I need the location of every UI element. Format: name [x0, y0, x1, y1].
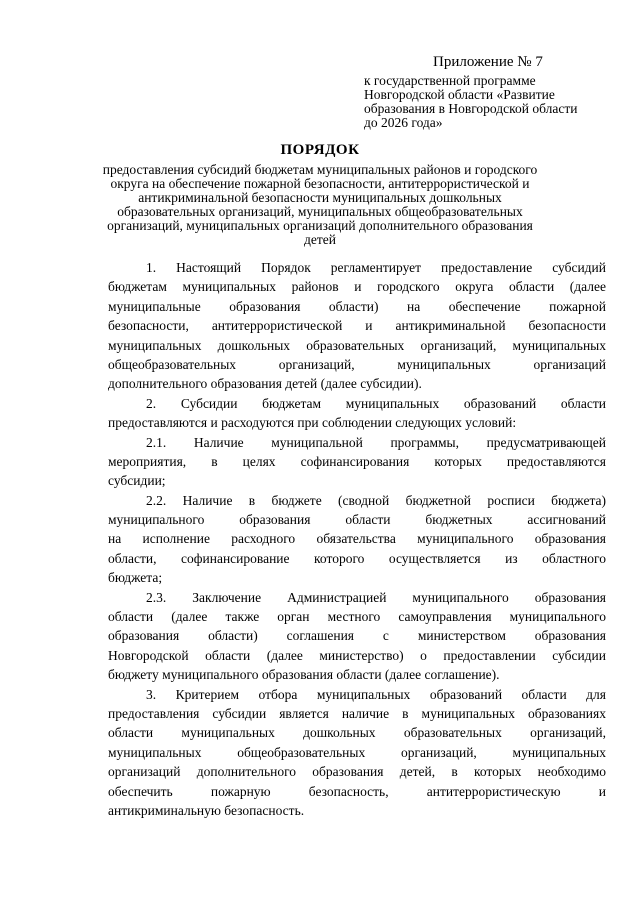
body-line: области (далее также орган местного самоуправления муниципального	[108, 609, 606, 625]
document-subtitle	[92, 163, 548, 247]
body-line: мероприятия, в целях софинансирования которых предоставляются	[108, 453, 606, 469]
body-line: общеобразовательных организаций, муниципальных организаций	[108, 356, 606, 372]
body-line: Новгородской области (далее министерство) о предоставлении субсидии	[108, 647, 606, 663]
paragraph-3	[108, 685, 606, 821]
body-line: области, софинансирование которого осуществляется из областного	[108, 550, 606, 566]
paragraph-2-2	[108, 491, 606, 588]
body-line: муниципальных дошкольных образовательных организаций, муниципальных	[108, 337, 606, 353]
paragraph-2	[108, 394, 606, 433]
body-line: субсидии;	[108, 473, 166, 489]
body-line: муниципальных общеобразовательных организаций, муниципальных	[108, 744, 606, 760]
body-line: 2.3. Заключение Администрацией муниципального образования	[146, 589, 606, 605]
body-line: муниципального образования области бюджетных ассигнований	[108, 512, 606, 528]
subtitle-line: детей	[304, 232, 336, 247]
appendix-reference-line: образования в Новгородской области	[364, 101, 578, 116]
subtitle-line: образовательных организаций, муниципальных общеобразовательных	[117, 204, 523, 219]
paragraph-2-1	[108, 433, 606, 491]
body-line: муниципальные образования области) на обеспечение пожарной	[108, 298, 606, 314]
body-line: образования области) соглашения с министерством образования	[108, 628, 606, 644]
appendix-title: Приложение № 7	[433, 54, 543, 70]
body-line: 2.2. Наличие в бюджете (сводной бюджетной росписи бюджета)	[146, 492, 606, 508]
document-body	[108, 258, 606, 820]
body-line: обеспечить пожарную безопасность, антитеррористическую и	[108, 783, 606, 799]
body-line: предоставления субсидии является наличие в муниципальных образованиях	[108, 705, 606, 721]
appendix-reference-line: Новгородской области «Развитие	[364, 87, 555, 102]
body-line: организаций дополнительного образования детей, в которых необходимо	[108, 764, 606, 780]
body-line: 3. Критерием отбора муниципальных образований области для	[146, 686, 606, 702]
document-title: ПОРЯДОК	[280, 142, 360, 158]
subtitle-line: предоставления субсидий бюджетам муниципальных районов и городского	[102, 162, 538, 177]
subtitle-line: организаций, муниципальных организаций дополнительного образования	[107, 218, 533, 233]
body-line: 1. Настоящий Порядок регламентирует предоставление субсидий	[146, 260, 606, 275]
appendix-reference	[364, 74, 614, 130]
body-line: на исполнение расходного обязательства муниципального образования	[108, 531, 606, 547]
body-line: предоставляются и расходуются при соблюдении следующих условий:	[108, 415, 517, 431]
body-line: дополнительного образования детей (далее субсидии).	[108, 376, 422, 392]
subtitle-line: антикриминальной безопасности муниципальных дошкольных	[138, 190, 502, 205]
body-line: бюджета;	[108, 570, 163, 586]
body-line: антикриминальную безопасность.	[108, 802, 305, 818]
body-line: бюджетам муниципальных районов и городского округа области (далее	[108, 279, 606, 295]
body-line: 2. Субсидии бюджетам муниципальных образований области	[146, 395, 606, 411]
subtitle-line: округа на обеспечение пожарной безопасности, антитеррористической и	[110, 176, 530, 191]
body-line: 2.1. Наличие муниципальной программы, предусматривающей	[146, 434, 606, 450]
body-line: области муниципальных дошкольных образовательных организаций,	[108, 725, 606, 741]
paragraph-2-3	[108, 588, 606, 685]
appendix-reference-line: к государственной программе	[364, 73, 536, 88]
appendix-reference-line: до 2026 года»	[364, 115, 443, 130]
body-line: безопасности, антитеррористической и антикриминальной безопасности	[108, 318, 606, 334]
paragraph-1	[108, 258, 606, 394]
body-line: бюджету муниципального образования области (далее соглашение).	[108, 667, 500, 683]
